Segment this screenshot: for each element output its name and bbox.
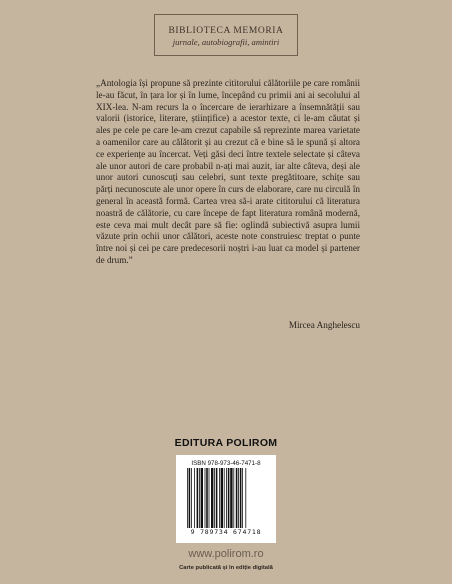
barcode-icon: [186, 468, 268, 528]
blurb-text: „Antologia își propune să prezinte cititorului călătoriile pe care românii le-au făcut, în țara lor și în lume, începând cu primii ani ai secolului al XIX-lea. N-am recurs la o încercare de ierarhizare a însemnătății sau valorii (istorice, literare, științifice) a acestor texte, ci le-am căutat și ales pe cele pe care le-am crezut capabile să reprezinte marea varietate a oamenilor care au călătorit și au crezut că e bine să le spună și altora ce experiențe au încercat. Veți găsi deci între textele selectate și câteva ale unor autori de care probabil n-ați mai auzit, iar alte câteva, deși ale unor autori cunoscuți sau celebri, sunt texte pregătitoare, schițe sau părți necunoscute ale unor opere în curs de elaborare, care nu circulă în general în această formă. Cartea vrea să-i arate cititorului că literatura noastră de călătorie, cu care începe de fapt literatura română modernă, este ceva mai mult decât pare să fie: oglindă subiectivă asupra lumii văzute prin ochii unor călători, aceste note construiesc treptat o punte între noi și cei pe care predecesorii noștri i-au luat ca model și partener de drum.”: [96, 78, 360, 265]
blurb-author: Mircea Anghelescu: [288, 320, 360, 330]
barcode-label: [176, 455, 276, 543]
series-title: BIBLIOTECA MEMORIA: [168, 26, 284, 36]
isbn-text: ISBN 978-973-46-7471-8: [191, 460, 261, 467]
edition-note: Carte publicată și în ediție digitală: [179, 565, 273, 571]
website-link[interactable]: www.polirom.ro: [188, 548, 264, 560]
series-box: [154, 14, 298, 56]
publisher-name: EDITURA POLIROM: [174, 437, 278, 449]
barcode-digits: 9 789734 674718: [190, 528, 262, 536]
series-subtitle: jurnale, autobiografii, amintiri: [172, 37, 280, 47]
